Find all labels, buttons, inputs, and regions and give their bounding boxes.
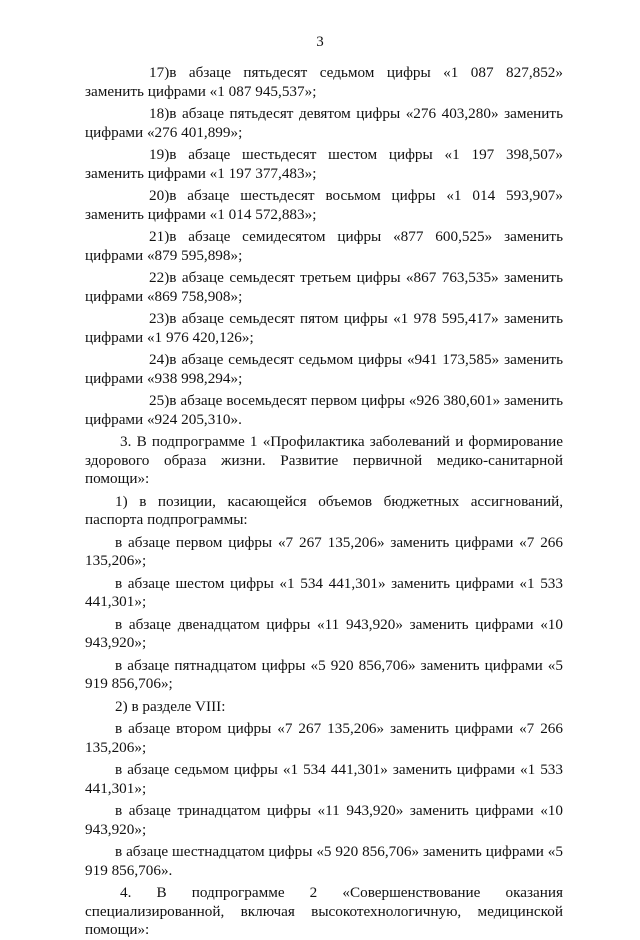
amendment-paragraph: в абзаце шестнадцатом цифры «5 920 856,706» заменить цифрами «5 919 856,706». [85, 843, 563, 879]
item-number: 22) [149, 269, 170, 286]
item-number: 17) [149, 64, 170, 81]
list-item [85, 64, 563, 101]
amendment-paragraph: в абзаце шестом цифры «1 534 441,301» заменить цифрами «1 533 441,301»; [85, 574, 563, 610]
item-text: в абзаце семьдесят пятом цифры «1 978 595,417» заменить цифрами «1 976 420,126»; [85, 310, 563, 346]
list-item [85, 392, 563, 429]
list-item [85, 310, 563, 347]
item-number: 23) [149, 310, 170, 327]
item-text: в абзаце пятьдесят девятом цифры «276 403,280» заменить цифрами «276 401,899»; [85, 105, 563, 141]
section-paragraph: 3. В подпрограмме 1 «Профилактика заболеваний и формирование здорового образа жизни. Развитие первичной медико-санитарной помощи»: [85, 433, 563, 487]
amendment-paragraph: в абзаце тринадцатом цифры «11 943,920» заменить цифрами «10 943,920»; [85, 802, 563, 838]
amendment-paragraph: в абзаце втором цифры «7 267 135,206» заменить цифрами «7 266 135,206»; [85, 720, 563, 756]
item-number: 19) [149, 146, 170, 163]
subsection-paragraph: 1) в позиции, касающейся объемов бюджетных ассигнований, паспорта подпрограммы: [85, 492, 563, 528]
list-item [85, 146, 563, 183]
list-item [85, 187, 563, 224]
item-text: в абзаце семьдесят третьем цифры «867 763,535» заменить цифрами «869 758,908»; [85, 269, 563, 305]
subsection-paragraph: 2) в разделе VIII: [115, 697, 226, 715]
list-item [85, 351, 563, 388]
amendment-paragraph: в абзаце первом цифры «7 267 135,206» заменить цифрами «7 266 135,206»; [85, 533, 563, 569]
item-number: 18) [149, 105, 170, 122]
item-text: в абзаце семьдесят седьмом цифры «941 173,585» заменить цифрами «938 998,294»; [85, 351, 563, 387]
section-paragraph: 4. В подпрограмме 2 «Совершенствование оказания специализированной, включая высокотехнологичную, медицинской помощи»: [85, 884, 563, 938]
item-text: в абзаце шестьдесят восьмом цифры «1 014 593,907» заменить цифрами «1 014 572,883»; [85, 187, 563, 223]
item-number: 21) [149, 228, 170, 245]
item-number: 20) [149, 187, 170, 204]
item-number: 24) [149, 351, 170, 368]
amendment-paragraph: в абзаце двенадцатом цифры «11 943,920» заменить цифрами «10 943,920»; [85, 615, 563, 651]
item-text: в абзаце пятьдесят седьмом цифры «1 087 827,852» заменить цифрами «1 087 945,537»; [85, 64, 563, 100]
amendment-paragraph: в абзаце пятнадцатом цифры «5 920 856,706» заменить цифрами «5 919 856,706»; [85, 656, 563, 692]
item-text: в абзаце восемьдесят первом цифры «926 380,601» заменить цифрами «924 205,310». [85, 392, 563, 428]
item-text: в абзаце шестьдесят шестом цифры «1 197 398,507» заменить цифрами «1 197 377,483»; [85, 146, 563, 182]
page-number: 3 [316, 34, 324, 50]
list-item [85, 228, 563, 265]
list-item [85, 269, 563, 306]
item-number: 25) [149, 392, 170, 409]
item-text: в абзаце семидесятом цифры «877 600,525» заменить цифрами «879 595,898»; [85, 228, 563, 264]
list-item [85, 105, 563, 142]
document-body [85, 64, 563, 940]
amendment-paragraph: в абзаце седьмом цифры «1 534 441,301» заменить цифрами «1 533 441,301»; [85, 761, 563, 797]
